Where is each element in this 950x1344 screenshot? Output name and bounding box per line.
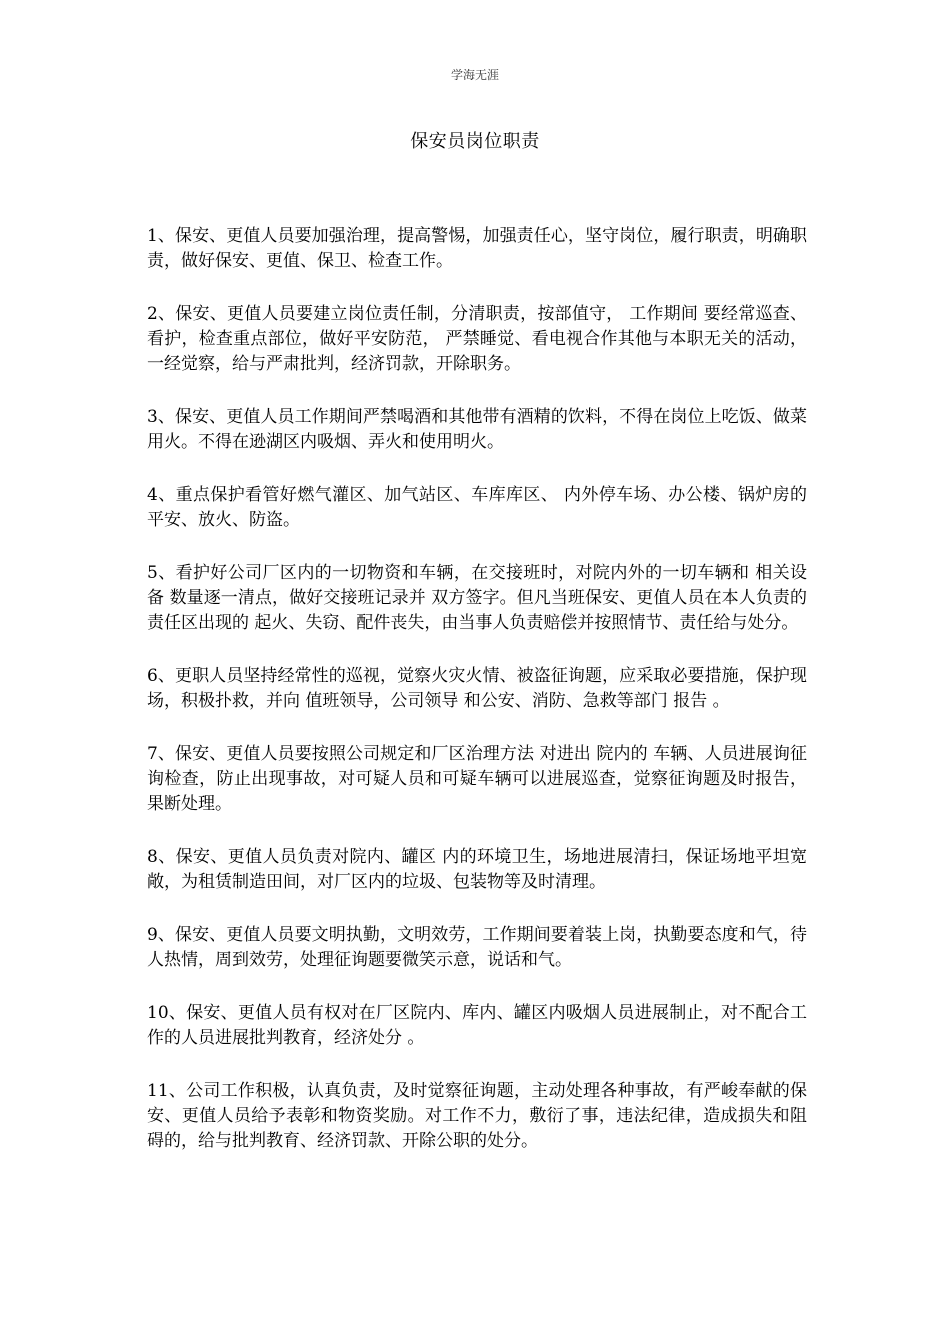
- running-header: 学海无涯: [450, 68, 499, 82]
- paragraph-1: 1、保安、更值人员要加强治理，提高警惕，加强责任心，坚守岗位，履行职责，明确职责，做好保安、更值、保卫、检查工作。: [147, 226, 807, 271]
- paragraph-5: 5、看护好公司厂区内的一切物资和车辆，在交接班时，对院内外的一切车辆和 相关设备 数量逐一清点，做好交接班记录并 双方签字。但凡当班保安、更值人员在本人负责的责任区出现的 起火、失窃、配件丧失，由当事人负责赔偿并按照情节、责任给与处分。: [147, 563, 807, 633]
- paragraph-3: 3、保安、更值人员工作期间严禁喝酒和其他带有酒精的饮料，不得在岗位上吃饭、做菜用火。不得在逊湖区内吸烟、弄火和使用明火。: [147, 407, 807, 452]
- paragraph-8: 8、保安、更值人员负责对院内、罐区 内的环境卫生，场地进展清扫，保证场地平坦宽敞，为租赁制造田间，对厂区内的垃圾、包装物等及时清理。: [147, 847, 807, 892]
- document-body: [147, 224, 807, 1182]
- paragraph-4: 4、重点保护看管好燃气灌区、加气站区、车库库区、 内外停车场、办公楼、锅炉房的平安、放火、防盗。: [147, 485, 807, 530]
- paragraph-2: 2、保安、更值人员要建立岗位责任制，分清职责，按部值守， 工作期间 要经常巡查、看护，检查重点部位，做好平安防范， 严禁睡觉、看电视合作其他与本职无关的活动，一经觉察，给与严肃批判，经济罚款，开除职务。: [147, 304, 807, 374]
- paragraph-6: 6、更职人员坚持经常性的巡视，觉察火灾火情、被盗征询题，应采取必要措施，保护现场，积极扑救，并向 值班领导，公司领导 和公安、消防、急救等部门 报告 。: [147, 666, 807, 711]
- paragraph-10: 10、保安、更值人员有权对在厂区院内、库内、罐区内吸烟人员进展制止，对不配合工作的人员进展批判教育，经济处分 。: [147, 1003, 807, 1048]
- paragraph-7: 7、保安、更值人员要按照公司规定和厂区治理方法 对进出 院内的 车辆、人员进展询征询检查，防止出现事故，对可疑人员和可疑车辆可以进展巡查，觉察征询题及时报告，果断处理。: [147, 744, 807, 814]
- paragraph-9: 9、保安、更值人员要文明执勤，文明效劳，工作期间要着装上岗，执勤要态度和气，待人热情，周到效劳，处理征询题要微笑示意，说话和气。: [147, 925, 807, 970]
- paragraph-11: 11、公司工作积极，认真负责，及时觉察征询题，主动处理各种事故，有严峻奉献的保安、更值人员给予表彰和物资奖励。对工作不力，敷衍了事，违法纪律，造成损失和阻碍的，给与批判教育、经济罚款、开除公职的处分。: [147, 1081, 807, 1151]
- document-title: 保安员岗位职责: [410, 131, 540, 152]
